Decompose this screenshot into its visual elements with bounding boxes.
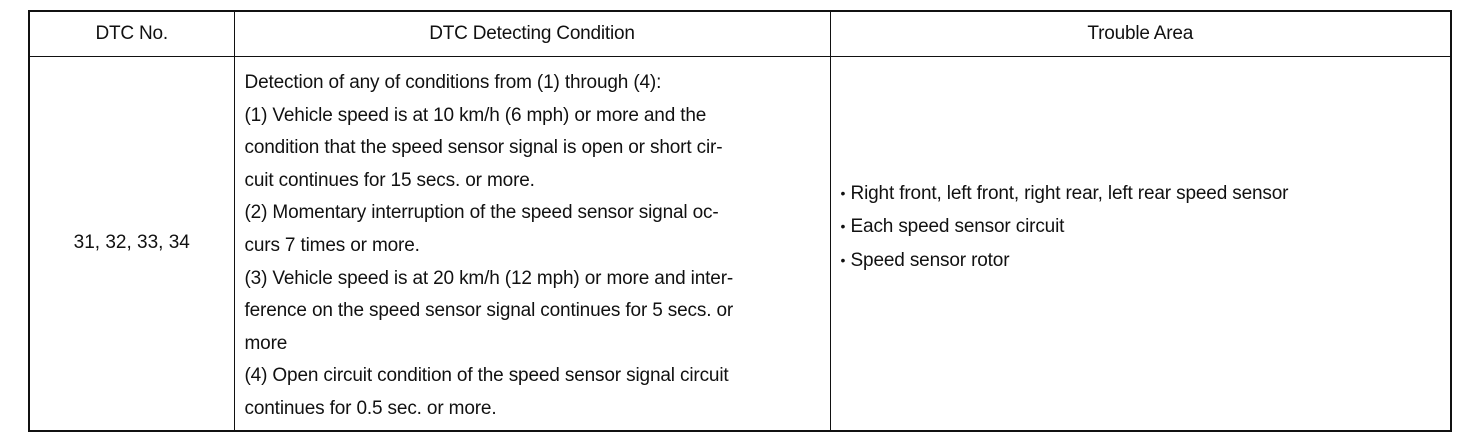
condition-line: ference on the speed sensor signal continues for 5 secs. or <box>244 300 734 322</box>
list-item <box>841 177 1441 211</box>
dtc-table <box>28 10 1452 432</box>
dtc-number-cell: 31, 32, 33, 34 <box>29 57 234 431</box>
condition-line: (2) Momentary interruption of the speed sensor signal oc- <box>244 202 719 224</box>
condition-line: condition that the speed sensor signal is open or short cir- <box>244 137 723 159</box>
condition-line: curs 7 times or more. <box>244 234 420 256</box>
condition-line: (3) Vehicle speed is at 20 km/h (12 mph) or more and inter- <box>244 267 734 289</box>
table-row <box>29 57 1451 431</box>
trouble-area-item: Each speed sensor circuit <box>850 216 1065 238</box>
detecting-condition-cell <box>234 57 830 431</box>
header-trouble-area: Trouble Area <box>830 11 1451 57</box>
trouble-area-item: Right front, left front, right rear, left rear speed sensor <box>850 182 1289 204</box>
condition-line: (4) Open circuit condition of the speed sensor signal circuit <box>244 365 729 387</box>
condition-line: more <box>244 332 288 354</box>
bullet-icon: • <box>840 218 846 235</box>
list-item <box>841 244 1441 278</box>
header-row <box>29 11 1451 57</box>
header-dtc-no: DTC No. <box>29 11 234 57</box>
condition-line: (1) Vehicle speed is at 10 km/h (6 mph) or more and the <box>244 104 707 126</box>
header-detecting-condition: DTC Detecting Condition <box>234 11 830 57</box>
bullet-icon: • <box>840 252 846 269</box>
condition-line: Detection of any of conditions from (1) through (4): <box>244 72 662 93</box>
condition-line: continues for 0.5 sec. or more. <box>244 397 497 419</box>
list-item <box>841 210 1441 244</box>
trouble-area-list <box>841 177 1441 278</box>
trouble-area-item: Speed sensor rotor <box>850 250 1010 272</box>
trouble-area-cell <box>830 57 1451 431</box>
bullet-icon: • <box>840 184 846 201</box>
condition-line: cuit continues for 15 secs. or more. <box>244 169 535 191</box>
